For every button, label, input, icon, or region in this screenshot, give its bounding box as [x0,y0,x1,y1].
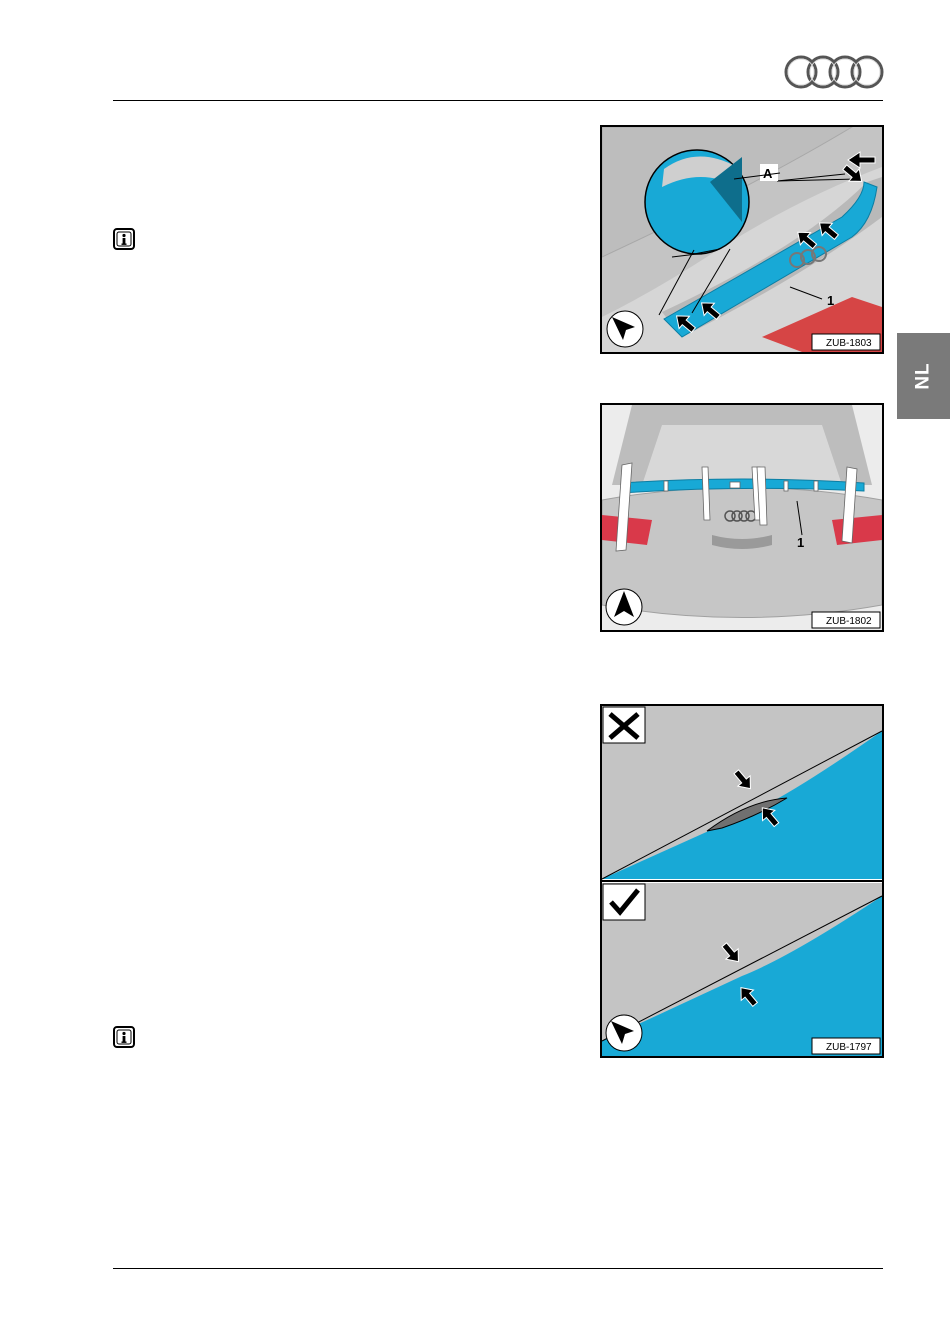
figure-code: ZUB-1802 [826,616,872,627]
info-icon [113,1026,135,1048]
figure-car-rear-taped [600,403,884,632]
callout-A: A [763,166,773,181]
figure-code: ZUB-1797 [826,1042,872,1053]
language-tab-label: NL [912,362,934,390]
audi-logo [783,52,885,92]
callout-1: 1 [797,535,805,550]
language-tab [897,333,950,419]
callout-1: 1 [827,293,835,308]
figure-fit-comparison [600,704,884,1058]
header-rule [113,100,883,101]
info-icon [113,228,135,250]
footer-rule [113,1268,883,1269]
figure-spoiler-closeup [600,125,884,354]
figure-code: ZUB-1803 [826,338,872,349]
